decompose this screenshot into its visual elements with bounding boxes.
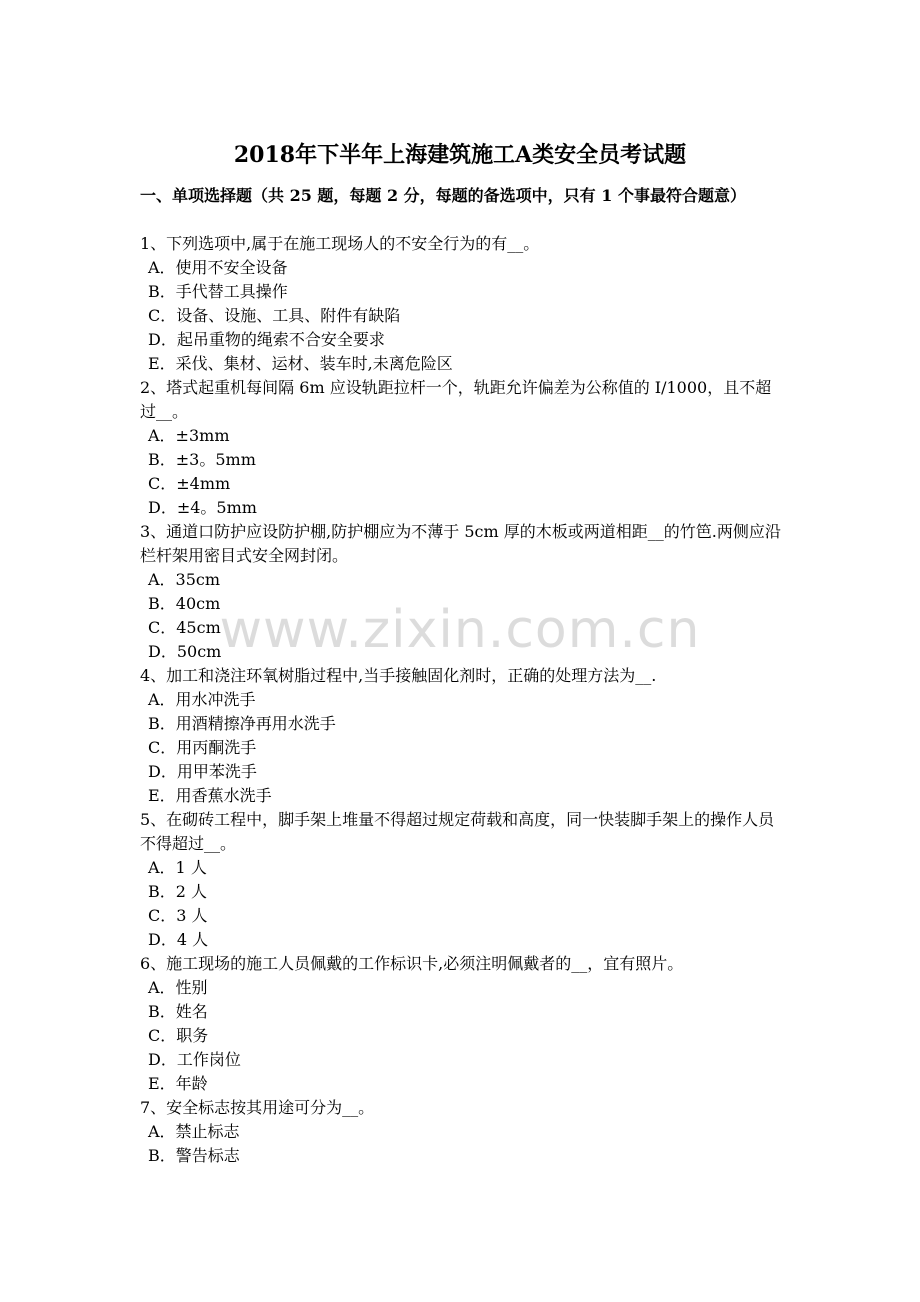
answer-option: A．±3mm (148, 426, 230, 445)
question-block (140, 808, 785, 952)
answer-option: D．用甲苯洗手 (148, 762, 257, 781)
answer-option: B．40cm (148, 594, 221, 613)
answer-option: A．性别 (148, 978, 208, 997)
answer-option: C．职务 (148, 1026, 209, 1045)
answer-option: B．用酒精擦净再用水洗手 (148, 714, 336, 733)
answer-option: C．±4mm (148, 474, 231, 493)
answer-option: D．工作岗位 (148, 1050, 241, 1069)
question-list (140, 232, 785, 1168)
answer-option: B．姓名 (148, 1002, 208, 1021)
answer-option: A．用水冲洗手 (148, 690, 256, 709)
question-block (140, 520, 785, 664)
question-block (140, 1096, 785, 1168)
answer-option: E．用香蕉水洗手 (148, 786, 272, 805)
answer-option: B．警告标志 (148, 1146, 240, 1165)
answer-option: A．1 人 (148, 858, 207, 877)
question-block (140, 952, 785, 1096)
answer-option: B．2 人 (148, 882, 208, 901)
answer-option: D．50cm (148, 642, 222, 661)
answer-option: E．采伐、集材、运材、装车时,未离危险区 (148, 354, 453, 373)
question-text: 1、下列选项中,属于在施工现场人的不安全行为的有__。 (140, 234, 540, 253)
question-block (140, 232, 785, 376)
answer-option: D．±4。5mm (148, 498, 257, 517)
answer-option: B．±3。5mm (148, 450, 256, 469)
question-text: 4、加工和浇注环氧树脂过程中,当手接触固化剂时，正确的处理方法为__. (140, 666, 657, 685)
answer-option: C．用丙酮洗手 (148, 738, 257, 757)
question-block (140, 376, 785, 520)
question-text: 5、在砌砖工程中，脚手架上堆量不得超过规定荷载和高度，同一快装脚手架上的操作人员不得超过__。 (140, 810, 775, 853)
question-block (140, 664, 785, 808)
question-text: 3、通道口防护应设防护棚,防护棚应为不薄于 5cm 厚的木板或两道相距__的竹笆.两侧应沿栏杆架用密目式安全网封闭。 (140, 522, 781, 565)
answer-option: C．3 人 (148, 906, 208, 925)
answer-option: C．设备、设施、工具、附件有缺陷 (148, 306, 401, 325)
answer-option: B．手代替工具操作 (148, 282, 288, 301)
answer-option: A．使用不安全设备 (148, 258, 288, 277)
answer-option: C．45cm (148, 618, 221, 637)
question-text: 7、安全标志按其用途可分为__。 (140, 1098, 375, 1117)
question-text: 6、施工现场的施工人员佩戴的工作标识卡,必须注明佩戴者的__，宜有照片。 (140, 954, 684, 973)
watermark: www.zixin.com.cn (219, 600, 701, 660)
answer-option: A．35cm (148, 570, 221, 589)
answer-option: A．禁止标志 (148, 1122, 240, 1141)
answer-option: D．4 人 (148, 930, 209, 949)
page-title: 2018年下半年上海建筑施工A类安全员考试题 (233, 142, 687, 168)
answer-option: D．起吊重物的绳索不合安全要求 (148, 330, 385, 349)
answer-option: E．年龄 (148, 1074, 208, 1093)
question-text: 2、塔式起重机每间隔 6m 应设轨距拉杆一个，轨距允许偏差为公称值的 I/1000，且不超过__。 (140, 378, 772, 421)
section-heading: 一、单项选择题（共 25 题，每题 2 分，每题的备选项中，只有 1 个事最符合题意） (140, 186, 746, 205)
